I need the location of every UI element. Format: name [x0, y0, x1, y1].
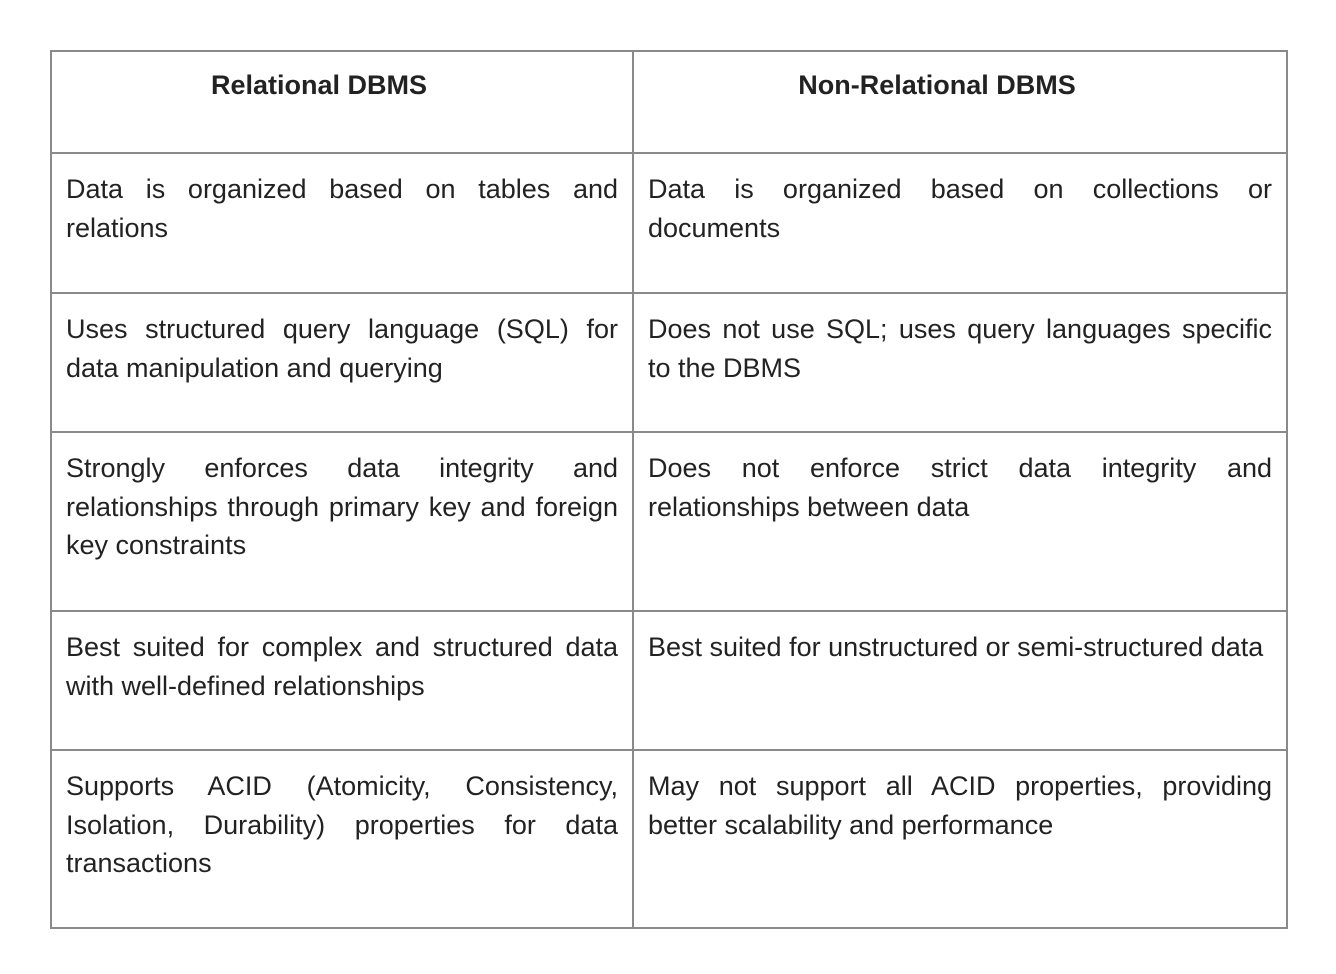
table-row [51, 293, 1287, 432]
cell-non-relational: Does not use SQL; uses query languages specific to the DBMS [633, 293, 1287, 432]
cell-relational: Supports ACID (Atomicity, Consistency, Isolation, Durability) properties for data transactions [51, 750, 633, 928]
cell-relational: Uses structured query language (SQL) for data manipulation and querying [51, 293, 633, 432]
table-row [51, 153, 1287, 293]
cell-relational: Strongly enforces data integrity and relationships through primary key and foreign key constraints [51, 432, 633, 611]
cell-relational: Data is organized based on tables and relations [51, 153, 633, 293]
comparison-table [50, 50, 1288, 929]
table-row [51, 611, 1287, 750]
cell-non-relational: Does not enforce strict data integrity and relationships between data [633, 432, 1287, 611]
table-row [51, 750, 1287, 928]
header-row [51, 51, 1287, 153]
header-relational: Relational DBMS [51, 51, 633, 153]
table-row [51, 432, 1287, 611]
header-non-relational: Non-Relational DBMS [633, 51, 1287, 153]
cell-relational: Best suited for complex and structured data with well-defined relationships [51, 611, 633, 750]
cell-non-relational: May not support all ACID properties, providing better scalability and performance [633, 750, 1287, 928]
cell-non-relational: Best suited for unstructured or semi-structured data [633, 611, 1287, 750]
cell-non-relational: Data is organized based on collections or documents [633, 153, 1287, 293]
